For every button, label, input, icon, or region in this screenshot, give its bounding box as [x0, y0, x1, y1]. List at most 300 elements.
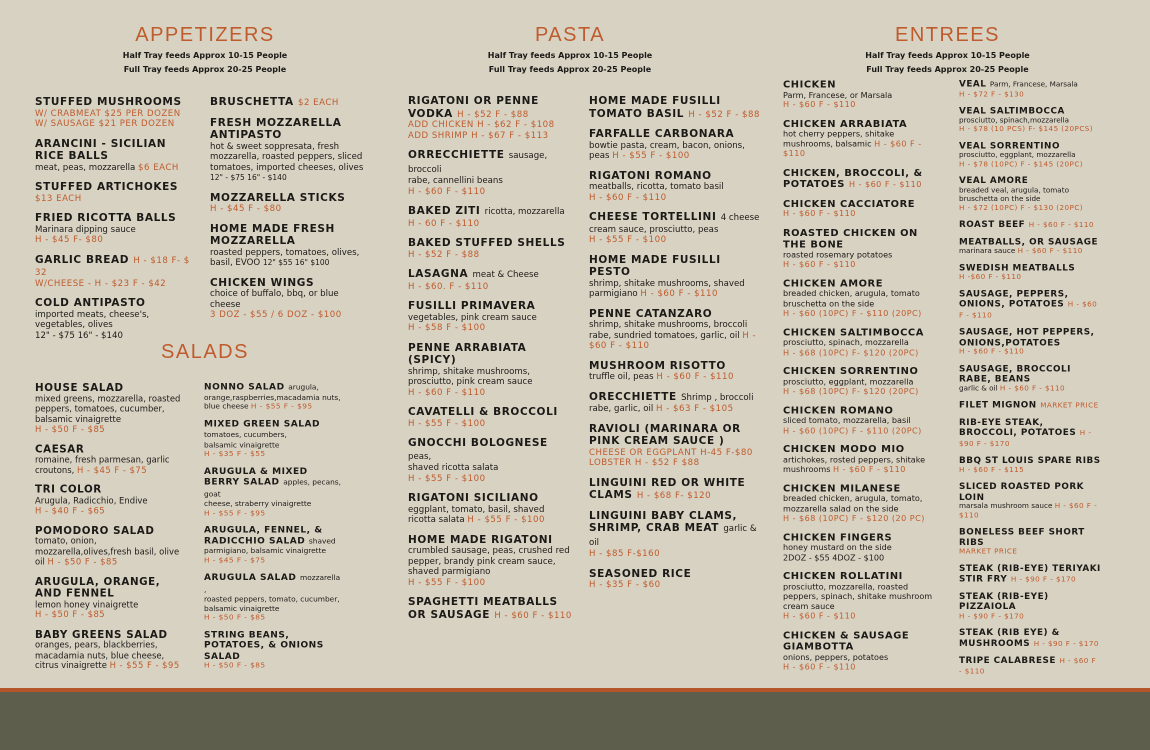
entrees-header	[815, 24, 1080, 74]
item-price: H - $55 F - $100	[408, 473, 486, 484]
item-description	[783, 91, 933, 101]
item-description-text: roasted peppers, tomatoes, olives, basil, EVOO	[210, 247, 360, 268]
item-name-text: BABY GREENS SALAD	[35, 628, 168, 641]
item-name	[210, 192, 370, 205]
item-description	[783, 377, 933, 387]
item-description-text: prosciutto, eggplant, mozzarella	[783, 377, 914, 387]
item-name-text: BRUSCHETTA	[210, 96, 294, 108]
item-description	[783, 455, 933, 475]
item-description	[589, 372, 761, 383]
item-name-text: CHICKEN CACCIATORE	[783, 197, 916, 210]
item-name-text: MEATBALLS, OR SAUSAGE	[959, 236, 1098, 247]
menu-item	[959, 237, 1102, 256]
menu-item	[408, 534, 573, 589]
menu-item	[959, 455, 1102, 474]
item-name-text: CHICKEN ARRABIATA	[783, 118, 908, 130]
appetizers-column-2	[210, 96, 370, 329]
item-name-text: FRESH MOZZARELLA ANTIPASTO	[210, 116, 342, 141]
item-name-text: FUSILLI PRIMAVERA	[408, 300, 536, 312]
item-description	[783, 416, 933, 426]
item-inline-description: peas,	[408, 451, 432, 462]
menu-item	[589, 568, 761, 591]
menu-item	[210, 96, 370, 109]
menu-item	[408, 492, 573, 526]
item-price: $6 EACH	[138, 162, 179, 173]
item-price: H - $45 F- $80	[35, 235, 104, 245]
menu-item	[408, 205, 573, 229]
item-name-text: SEASONED RICE	[589, 567, 692, 580]
item-name	[210, 223, 370, 248]
item-description-text: marinara sauce	[959, 247, 1016, 256]
item-name-text: STEAK (RIB-EYE) PIZZAIOLA	[959, 590, 1049, 612]
item-name	[783, 629, 933, 653]
menu-item	[35, 525, 187, 568]
item-name	[35, 254, 195, 279]
appetizers-title: APPETIZERS	[135, 24, 275, 46]
item-name-text: HOME MADE FUSILLI PESTO	[589, 253, 721, 278]
item-name-text: VEAL SORRENTINO	[959, 140, 1060, 151]
item-price: H - $60 F - $110	[783, 209, 856, 220]
item-price: H - $90 F - $170	[1033, 639, 1099, 649]
item-price: H - $58 F - $100	[408, 323, 486, 333]
item-description-text: shrimp, shitake mushrooms, shaved parmigiano	[589, 278, 745, 299]
menu-item	[783, 167, 933, 191]
item-name	[589, 128, 761, 141]
pasta-serving-full: Full Tray feeds Approx 20-25 People	[488, 65, 652, 74]
item-price: H - $55 F - $95	[250, 402, 313, 412]
item-name	[783, 366, 933, 378]
item-name	[783, 327, 933, 339]
item-price: H - $85 F-$160	[589, 549, 661, 559]
item-size-price: 12" - $75 16" - $140	[210, 173, 287, 182]
item-price: H - $60 F - $110	[959, 656, 1097, 676]
item-description	[589, 141, 761, 162]
item-name	[783, 444, 933, 456]
item-price: H -$60 F - $110	[959, 273, 1022, 282]
item-price: H - $72 (10PC) F - $130 (20PC)	[959, 203, 1084, 213]
item-name	[783, 532, 933, 544]
item-inline-description: shaved	[308, 537, 336, 546]
item-name-text: MUSHROOM RISOTTO	[589, 359, 726, 372]
item-price: W/ CRABMEAT $25 PER DOZEN	[35, 108, 181, 119]
menu-item	[959, 481, 1102, 520]
menu-item	[408, 300, 573, 334]
menu-item	[783, 327, 933, 358]
item-price: H - $60 (10PC) F - $110 (20PC)	[783, 426, 922, 436]
item-name-text: HOME MADE FRESH MOZZARELLA	[210, 222, 335, 247]
item-description-text: crumbled sausage, peas, crushed red pepper, brandy pink cream sauce, shaved parmigiano	[408, 546, 570, 577]
menu-item	[959, 527, 1102, 557]
item-price: H - $45 F - $75	[204, 556, 266, 565]
item-name	[783, 571, 933, 583]
item-name-text: GNOCCHI BOLOGNESE	[408, 437, 548, 449]
item-name-text: TRI COLOR	[35, 483, 102, 496]
item-size-price: 12" - $75 16" - $140	[35, 330, 123, 341]
item-price: H - $55 F - $100	[612, 151, 690, 161]
item-name-text: CHICKEN MODO MIO	[783, 443, 905, 455]
item-description	[783, 582, 933, 612]
item-inline-description: mozzarella ,	[204, 573, 341, 594]
menu-item	[959, 263, 1102, 282]
item-description	[783, 494, 933, 514]
item-description-text: parmigiano, balsamic vinaigrette	[204, 547, 327, 556]
menu-item	[35, 254, 195, 290]
item-price: H - $55 F - $100	[408, 577, 486, 588]
item-description-text: prosciutto, spinach,mozzarella	[959, 116, 1070, 125]
pasta-title: PASTA	[534, 24, 606, 46]
appetizers-header	[80, 24, 330, 74]
menu-item	[783, 366, 933, 397]
item-name	[35, 96, 195, 109]
item-description	[589, 182, 761, 193]
item-price: H - $60 F - $115	[959, 465, 1025, 475]
item-price: H - $60 F - $110	[783, 139, 922, 159]
menu-item	[35, 484, 187, 517]
menu-item	[783, 227, 933, 270]
item-name	[959, 237, 1102, 248]
item-description-text: orange,raspberries,macadamia nuts, blue cheese	[204, 393, 341, 412]
item-description-text: eggplant, tomato, basil, shaved ricotta salata	[408, 504, 545, 525]
item-description	[783, 130, 933, 160]
menu-item	[35, 181, 195, 204]
item-price: H - 60 F - $110	[408, 218, 480, 229]
item-description	[408, 505, 573, 526]
menu-item	[959, 327, 1102, 357]
menu-item	[204, 525, 342, 565]
item-price: $2 EACH	[298, 98, 339, 108]
item-description	[204, 547, 342, 556]
item-name-text: ARUGULA & MIXED BERRY SALAD	[204, 465, 308, 487]
item-name	[408, 342, 573, 367]
item-name-text: BAKED STUFFED SHELLS	[408, 237, 566, 249]
item-description-text: oranges, pears, blackberries, macadamia nuts, blue cheese, citrus vinaigrette	[35, 640, 165, 672]
item-description-text: Arugula, Radicchio, Endive	[35, 496, 148, 506]
item-name-text: GARLIC BREAD	[35, 253, 130, 266]
item-description-text: truffle oil, peas	[589, 372, 654, 382]
item-name	[35, 576, 187, 601]
menu-item	[783, 405, 933, 436]
item-price: H - $60 F - $110	[999, 384, 1066, 393]
menu-item	[783, 571, 933, 622]
item-name	[408, 268, 573, 282]
item-price: H - $55 F - $95	[109, 661, 180, 672]
item-size-price: 2DOZ - $55 4DOZ - $100	[783, 553, 885, 563]
item-name	[408, 205, 573, 219]
item-price: H - $68 (10PC) F- $120 (20PC)	[783, 387, 919, 397]
item-price: H - $60 F - $110	[589, 192, 667, 203]
menu-item	[783, 629, 933, 672]
item-description	[35, 496, 187, 506]
item-price: H - $55 F - $100	[589, 235, 667, 245]
item-name	[589, 254, 761, 279]
item-name	[959, 176, 1102, 187]
item-price: W/ SAUSAGE $21 PER DOZEN	[35, 119, 175, 129]
item-name-text: ORECCHIETTE	[589, 390, 677, 403]
item-price: H - $52 F - $88	[457, 109, 529, 120]
item-price: H - $60 F - $110	[408, 387, 486, 398]
menu-item	[783, 532, 933, 563]
item-name	[959, 141, 1102, 152]
item-name-text: FILET MIGNON	[959, 399, 1037, 410]
item-name-text: HOME MADE FUSILLI TOMATO BASIL	[589, 95, 721, 120]
item-name-text: VEAL AMORE	[959, 175, 1029, 186]
item-description-text: bowtie pasta, cream, bacon, onions, peas	[589, 140, 745, 161]
item-description-text: Marinara dipping sauce	[35, 224, 136, 235]
item-name	[959, 481, 1102, 502]
item-description	[204, 394, 342, 412]
item-name-text: CHICKEN FINGERS	[783, 531, 893, 543]
item-price: H - $60 F - $110	[1017, 247, 1083, 256]
item-price: H - $63 F - $105	[656, 404, 734, 414]
menu-item	[589, 391, 761, 415]
menu-item	[210, 277, 370, 321]
menu-item	[210, 117, 370, 184]
item-name	[204, 572, 342, 595]
item-inline-description: apples, pecans, goat	[204, 478, 342, 499]
menu-item	[589, 308, 761, 352]
item-price: H - $60 F - $110	[783, 611, 856, 622]
menu-item	[959, 400, 1102, 411]
item-name	[959, 263, 1102, 274]
item-description-text: prosciutto, eggplant, mozzarella	[959, 151, 1076, 160]
menu-item	[589, 254, 761, 300]
item-description	[589, 279, 761, 300]
item-name-text: MIXED GREEN SALAD	[204, 418, 321, 429]
item-description	[35, 163, 195, 174]
item-price: ADD CHICKEN H - $62 F - $108	[408, 120, 555, 130]
item-name	[35, 181, 195, 194]
item-name	[204, 525, 342, 547]
item-price: H - $50 F - $85	[204, 613, 266, 622]
item-price: H - $35 F - $55	[204, 449, 266, 459]
item-description	[959, 116, 1102, 125]
item-name-text: SPAGHETTI MEATBALLS OR SAUSAGE	[408, 596, 558, 621]
item-name	[589, 423, 761, 448]
item-inline-description: tomatoes, cucumbers,	[204, 431, 287, 440]
item-name	[408, 596, 573, 621]
item-price: H - $72 F - $130	[959, 90, 1025, 99]
item-name	[959, 363, 1102, 384]
item-name	[589, 308, 761, 321]
item-description-text: roasted peppers, tomato, cucumber, balsamic vinaigrette	[204, 595, 340, 613]
item-price: H - $60 F - $110	[1028, 220, 1094, 230]
item-name	[959, 400, 1102, 411]
menu-item	[204, 629, 342, 670]
item-price: H - $78 (10 PCS) F- $145 (20PCS)	[959, 125, 1094, 134]
entrees-title: ENTREES	[895, 24, 1000, 46]
item-name	[589, 568, 761, 581]
item-price: H - $90 F - $170	[959, 429, 1092, 449]
item-name-text: RIGATONI OR PENNE VODKA	[408, 95, 539, 120]
menu-item	[959, 563, 1102, 584]
appetizers-serving-full: Full Tray feeds Approx 20-25 People	[123, 65, 287, 74]
item-inline-description: Shrimp , broccoli	[681, 392, 754, 403]
item-name-text: CHICKEN WINGS	[210, 276, 315, 289]
item-name	[408, 237, 573, 250]
item-name-text: RIGATONI ROMANO	[589, 169, 712, 182]
item-description	[959, 502, 1102, 520]
item-name-text: CAVATELLI & BROCCOLI	[408, 406, 558, 418]
item-name	[210, 117, 370, 142]
entrees-serving-full: Full Tray feeds Approx 20-25 People	[866, 65, 1029, 74]
item-price: H - $52 F - $88	[408, 249, 480, 260]
item-description	[35, 394, 187, 425]
item-description-text: cheese, straberry vinaigrette	[204, 499, 312, 509]
menu-item	[959, 591, 1102, 621]
item-price: H - $50 F - $85	[35, 610, 106, 621]
item-description	[35, 225, 195, 236]
item-inline-description: meat & Cheese	[472, 270, 539, 280]
item-name-text: ROASTED CHICKEN ON THE BONE	[783, 227, 918, 251]
menu-item	[408, 437, 573, 484]
item-inline-description: sausage, broccoli	[408, 151, 548, 175]
item-description-text: Parm, Francese, or Marsala	[783, 90, 893, 101]
item-name	[35, 525, 187, 537]
item-description	[783, 290, 933, 310]
menu-item	[959, 79, 1102, 99]
item-description	[35, 641, 187, 672]
menu-item	[959, 363, 1102, 393]
item-name-text: RIB-EYE STEAK, BROCCOLI, POTATOES	[959, 417, 1077, 438]
item-name	[783, 198, 933, 210]
item-description	[204, 441, 342, 450]
item-name-text: COLD ANTIPASTO	[35, 297, 146, 309]
item-name	[204, 629, 342, 661]
item-price: H - $60 F - $110	[408, 186, 486, 197]
appetizers-serving-half: Half Tray feeds Approx 10-15 People	[122, 51, 288, 60]
item-price: W/CHEESE - H - $23 F - $42	[35, 278, 167, 289]
item-name	[783, 227, 933, 251]
item-description	[35, 456, 187, 477]
item-inline-description: arugula,	[288, 383, 319, 393]
item-description	[210, 248, 370, 269]
item-name	[959, 327, 1102, 348]
item-price: H - $60. F - $110	[408, 281, 489, 292]
item-description-text: shaved ricotta salata	[408, 463, 499, 473]
appetizers-column-1	[35, 96, 195, 349]
item-name-text: CHICKEN MILANESE	[783, 482, 901, 495]
item-name	[408, 437, 573, 463]
item-description	[204, 500, 342, 509]
item-name-text: CAESAR	[35, 443, 85, 456]
item-name	[35, 628, 187, 640]
item-price: H - $45 F - $80	[210, 204, 282, 214]
menu-item	[35, 138, 195, 174]
item-name	[959, 106, 1102, 117]
menu-item	[783, 483, 933, 524]
item-description	[783, 653, 933, 663]
salads-column-2	[204, 382, 342, 677]
menu-item	[408, 95, 573, 141]
item-price: H - $45 F - $75	[76, 465, 148, 476]
menu-item	[408, 149, 573, 197]
item-description-text: breaded chicken, arugula, tomato bruschetta on the side	[783, 289, 920, 309]
item-name	[959, 628, 1102, 649]
item-name-text: STUFFED ARTICHOKES	[35, 181, 179, 193]
item-price: H - $18 F- $ 32	[35, 255, 190, 278]
item-name	[35, 297, 195, 310]
item-inline-description: ricotta, mozzarella	[484, 207, 565, 217]
item-name	[35, 382, 187, 394]
item-price: H - $90 F - $170	[959, 611, 1025, 621]
item-name-text: ARUGULA SALAD	[204, 572, 297, 583]
menu-item	[783, 118, 933, 159]
item-name	[589, 360, 761, 373]
item-name	[589, 95, 761, 120]
item-description	[589, 404, 761, 415]
item-price: H - $60 F - $110	[783, 260, 856, 270]
item-size-price: 12" $55 16" $100	[262, 258, 330, 267]
item-name-text: NONNO SALAD	[204, 382, 285, 393]
item-name-text: CHICKEN AMORE	[783, 277, 884, 290]
item-description-text: garlic & oil	[959, 384, 998, 393]
item-name	[204, 382, 342, 394]
menu-item	[204, 419, 342, 459]
menu-item	[783, 444, 933, 475]
item-description	[35, 310, 195, 331]
item-name-text: ORRECCHIETTE	[408, 149, 505, 161]
item-description-text: balsamic vinaigrette	[204, 440, 280, 450]
item-name-text: RAVIOLI (MARINARA OR PINK CREAM SAUCE )	[589, 422, 741, 447]
item-price: H - $60 F - $110	[783, 662, 856, 673]
item-description	[204, 595, 342, 613]
item-price: H - $60 F - $110	[848, 180, 922, 190]
item-inline-description: Parm, Francese, Marsala	[989, 80, 1078, 90]
item-description	[959, 186, 1102, 204]
menu-item	[959, 655, 1102, 676]
item-description	[408, 176, 573, 187]
item-description	[210, 289, 370, 310]
item-price: H - $60 F - $110	[783, 100, 856, 111]
item-name-text: FARFALLE CARBONARA	[589, 128, 735, 140]
item-name	[204, 466, 342, 500]
item-name-text: STRING BEANS, POTATOES, & ONIONS SALAD	[204, 629, 324, 662]
item-description-text: prosciutto, mozzarella, roasted peppers, spinach, shitake mushroom cream sauce	[783, 582, 933, 612]
menu-item	[589, 128, 761, 162]
item-price: MARKET PRICE	[1040, 401, 1099, 410]
item-name	[959, 563, 1102, 584]
menu-item	[210, 192, 370, 215]
item-name	[408, 492, 573, 505]
item-name	[783, 79, 933, 91]
item-name	[408, 534, 573, 547]
pasta-column-2	[589, 95, 761, 599]
item-price: 3 DOZ - $55 / 6 DOZ - $100	[210, 310, 342, 320]
item-description-text: cream sauce, prosciutto, peas	[589, 224, 719, 235]
item-description-text: rabe, cannellini beans	[408, 176, 503, 186]
menu-item	[408, 268, 573, 292]
item-price: H - $52 F - $88	[688, 109, 760, 120]
item-name	[210, 96, 370, 109]
item-description-text: breaded veal, arugula, tomato bruschetta on the side	[959, 186, 1069, 204]
item-description	[408, 313, 573, 324]
footer-band	[0, 692, 1150, 750]
menu-item	[204, 572, 342, 622]
item-price: CHEESE OR EGGPLANT H-45 F-$80	[589, 447, 753, 458]
item-price: H - $50 F - $85	[204, 661, 266, 671]
menu-item	[35, 382, 187, 435]
item-name-text: VEAL SALTIMBOCCA	[959, 105, 1065, 116]
item-price: H - $60 F - $110	[959, 347, 1025, 357]
item-name	[35, 443, 187, 455]
item-name	[783, 167, 933, 191]
item-name-text: PENNE CATANZARO	[589, 307, 713, 320]
item-price: H - $50 F - $85	[47, 557, 118, 568]
item-inline-description: garlic & oil	[589, 524, 757, 548]
item-description-text: mixed greens, mozzarella, roasted peppers, tomatoes, cucumber, balsamic vinaigrette	[35, 394, 181, 425]
item-price: H - $60 F - $110	[959, 300, 1098, 320]
item-name	[959, 417, 1102, 449]
